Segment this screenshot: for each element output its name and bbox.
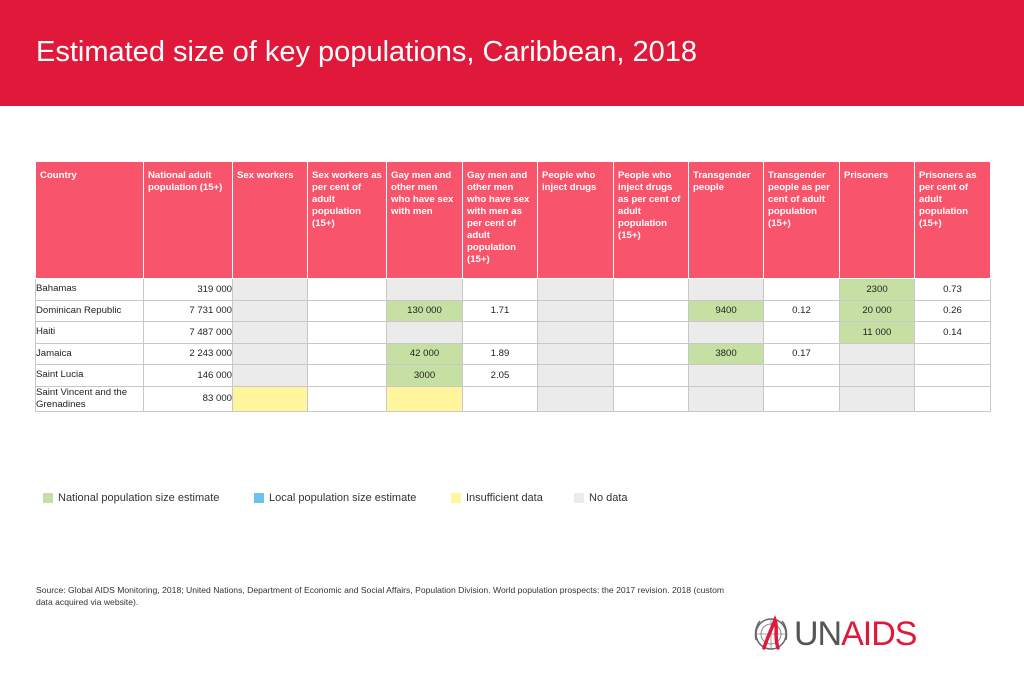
cell (614, 386, 689, 411)
cell-no-data (233, 365, 308, 387)
cell-no-data (538, 386, 614, 411)
cell (764, 279, 840, 301)
cell-no-data (689, 322, 764, 344)
column-header: Transgender people (689, 162, 764, 279)
population-cell: 146 000 (144, 365, 233, 387)
cell-insufficient-data (233, 386, 308, 411)
column-header: Prisoners (840, 162, 915, 279)
cell: 1.89 (463, 343, 538, 365)
cell: 2.05 (463, 365, 538, 387)
table-row (36, 322, 991, 344)
page-title: Estimated size of key populations, Caribbean, 2018 (36, 36, 697, 68)
cell (764, 365, 840, 387)
column-header: Gay men and other men who have sex with men as per cent of adult population (15+) (463, 162, 538, 279)
legend-label: No data (589, 492, 628, 504)
column-header: National adult population (15+) (144, 162, 233, 279)
country-cell: Haiti (36, 322, 144, 344)
table-row (36, 365, 991, 387)
column-header: Sex workers (233, 162, 308, 279)
cell (614, 343, 689, 365)
population-cell: 319 000 (144, 279, 233, 301)
cell (614, 300, 689, 322)
logo-wordmark (794, 616, 916, 652)
cell-national-estimate: 2300 (840, 279, 915, 301)
cell (308, 386, 387, 411)
cell-no-data (538, 365, 614, 387)
cell-national-estimate: 3000 (387, 365, 463, 387)
cell (463, 322, 538, 344)
legend-label: Local population size estimate (269, 492, 417, 504)
cell (915, 343, 991, 365)
cell-no-data (387, 279, 463, 301)
cell (614, 365, 689, 387)
cell-no-data (233, 300, 308, 322)
population-cell: 2 243 000 (144, 343, 233, 365)
table-header-row (36, 162, 991, 279)
country-cell: Saint Vincent and the Grenadines (36, 386, 144, 411)
cell (614, 322, 689, 344)
column-header: People who inject drugs (538, 162, 614, 279)
legend-item-local (254, 492, 416, 504)
table-row (36, 343, 991, 365)
cell (308, 279, 387, 301)
cell (915, 365, 991, 387)
cell: 0.26 (915, 300, 991, 322)
cell: 1.71 (463, 300, 538, 322)
column-header: Country (36, 162, 144, 279)
cell (308, 300, 387, 322)
column-header: Transgender people as per cent of adult population (15+) (764, 162, 840, 279)
country-cell: Dominican Republic (36, 300, 144, 322)
source-note: Source: Global AIDS Monitoring, 2018; United Nations, Department of Economic and Social Affairs, Population Division. World population prospects: the 2017 revision. 2018 (custom data acquired via website). (36, 585, 725, 607)
cell (463, 386, 538, 411)
header-bar (0, 0, 1024, 106)
cell-no-data (689, 365, 764, 387)
cell (463, 279, 538, 301)
cell (764, 386, 840, 411)
cell-no-data (840, 365, 915, 387)
population-cell: 83 000 (144, 386, 233, 411)
cell-no-data (840, 343, 915, 365)
key-populations-table (35, 161, 991, 412)
un-emblem-icon (750, 614, 792, 654)
logo-text-un: UN (794, 615, 842, 653)
cell-no-data (233, 279, 308, 301)
column-header: Sex workers as per cent of adult population (15+) (308, 162, 387, 279)
column-header: People who inject drugs as per cent of adult population (15+) (614, 162, 689, 279)
legend-label: National population size estimate (58, 492, 220, 504)
legend-item-national (43, 492, 219, 504)
cell-no-data (233, 343, 308, 365)
cell-national-estimate: 42 000 (387, 343, 463, 365)
cell (308, 343, 387, 365)
cell (764, 322, 840, 344)
cell-national-estimate: 3800 (689, 343, 764, 365)
country-cell: Bahamas (36, 279, 144, 301)
cell: 0.73 (915, 279, 991, 301)
cell-no-data (840, 386, 915, 411)
legend (0, 492, 1024, 506)
population-cell: 7 731 000 (144, 300, 233, 322)
legend-swatch (574, 493, 584, 503)
cell (308, 322, 387, 344)
column-header: Prisoners as per cent of adult population (15+) (915, 162, 991, 279)
cell-no-data (387, 322, 463, 344)
unaids-logo (750, 614, 950, 654)
cell-national-estimate: 130 000 (387, 300, 463, 322)
legend-label: Insufficient data (466, 492, 543, 504)
table-row (36, 386, 991, 411)
legend-item-no-data (574, 492, 628, 504)
cell-national-estimate: 11 000 (840, 322, 915, 344)
cell-no-data (538, 343, 614, 365)
cell-no-data (689, 386, 764, 411)
population-cell: 7 487 000 (144, 322, 233, 344)
cell-no-data (538, 279, 614, 301)
cell (915, 386, 991, 411)
cell: 0.14 (915, 322, 991, 344)
logo-text-aids: AIDS (841, 615, 917, 653)
cell-no-data (233, 322, 308, 344)
cell (614, 279, 689, 301)
cell: 0.17 (764, 343, 840, 365)
cell-national-estimate: 20 000 (840, 300, 915, 322)
cell-no-data (689, 279, 764, 301)
cell-no-data (538, 322, 614, 344)
cell: 0.12 (764, 300, 840, 322)
cell-national-estimate: 9400 (689, 300, 764, 322)
table-row (36, 300, 991, 322)
cell (308, 365, 387, 387)
cell-no-data (538, 300, 614, 322)
legend-swatch (43, 493, 53, 503)
country-cell: Jamaica (36, 343, 144, 365)
country-cell: Saint Lucia (36, 365, 144, 387)
legend-swatch (254, 493, 264, 503)
table-row (36, 279, 991, 301)
legend-item-insufficient (451, 492, 543, 504)
legend-swatch (451, 493, 461, 503)
column-header: Gay men and other men who have sex with men (387, 162, 463, 279)
cell-insufficient-data (387, 386, 463, 411)
